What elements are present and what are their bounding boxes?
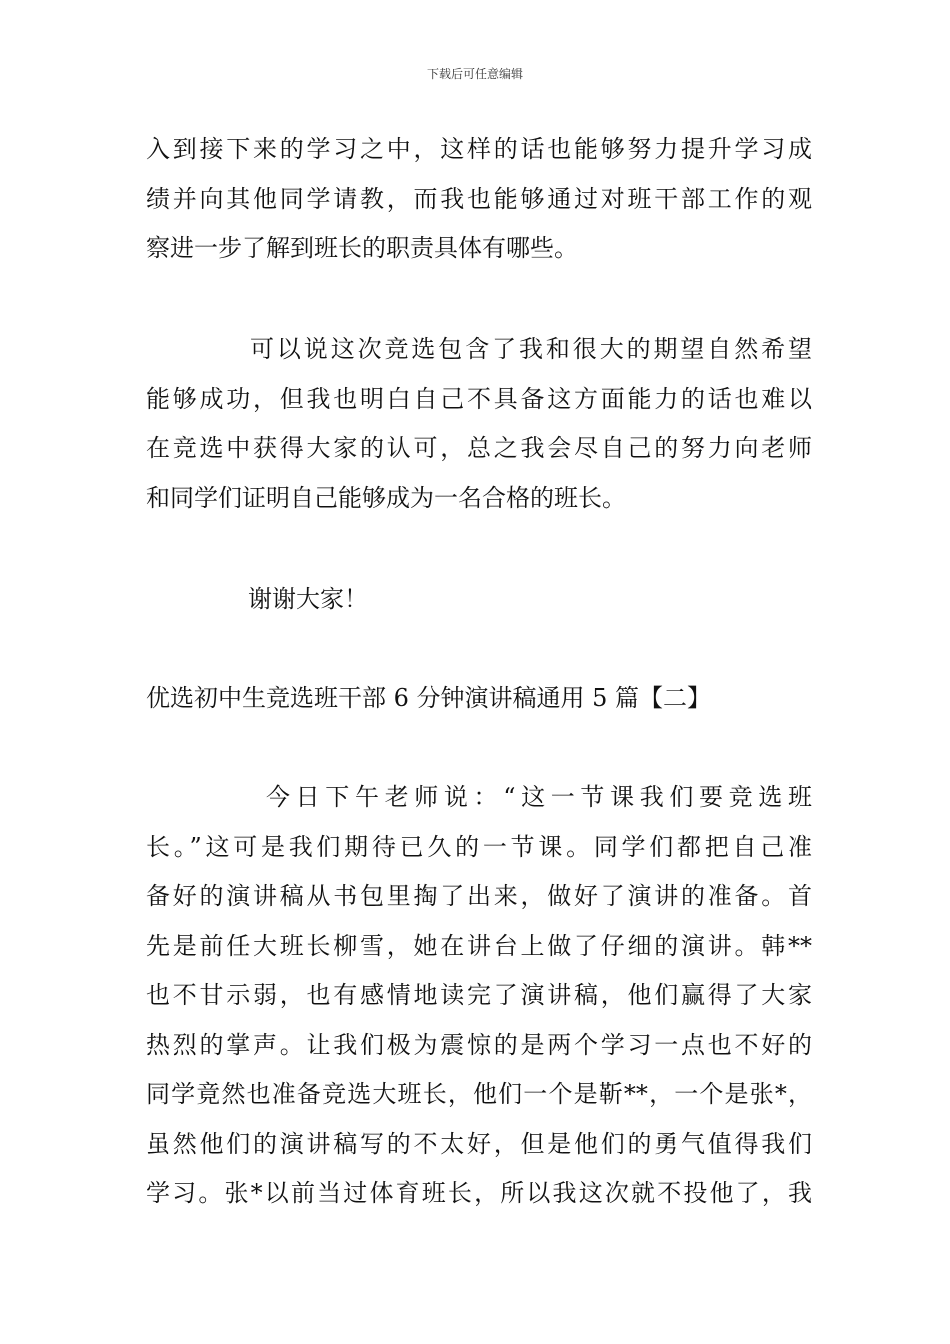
text-line: 学习。张*以前当过体育班长，所以我这次就不投他了，我	[146, 1179, 812, 1207]
text-line: 能够成功，但我也明白自己不具备这方面能力的话也难以	[146, 384, 812, 413]
text-line: 在竞选中获得大家的认可，总之我会尽自己的努力向老师	[146, 434, 812, 462]
text-line: 谢谢大家！	[248, 585, 368, 613]
page-header: 下载后可任意编辑	[426, 67, 523, 81]
paragraph-3	[146, 773, 812, 1219]
text-line: 热烈的掌声。让我们极为震惊的是两个学习一点也不好的	[146, 1030, 812, 1059]
paragraph-1	[146, 125, 812, 274]
text-line: 今日下午老师说：“这一节课我们要竞选班	[266, 783, 812, 811]
text-line: 绩并向其他同学请教，而我也能够通过对班干部工作的观	[146, 184, 812, 213]
closing-thanks	[146, 575, 812, 625]
text-line: 备好的演讲稿从书包里掏了出来，做好了演讲的准备。首	[146, 882, 812, 910]
paragraph-2	[146, 325, 812, 523]
heading-text: 优选初中生竞选班干部 6 分钟演讲稿通用 5 篇【二】	[146, 684, 712, 712]
text-line: 察进一步了解到班长的职责具体有哪些。	[146, 234, 578, 262]
text-line: 先是前任大班长柳雪，她在讲台上做了仔细的演讲。韩**	[146, 931, 812, 960]
text-line: 虽然他们的演讲稿写的不太好，但是他们的勇气值得我们	[146, 1129, 812, 1158]
text-line: 可以说这次竞选包含了我和很大的期望自然希望	[250, 335, 812, 363]
section-heading	[146, 674, 812, 724]
text-line: 入到接下来的学习之中，这样的话也能够努力提升学习成	[146, 135, 812, 163]
text-line: 和同学们证明自己能够成为一名合格的班长。	[146, 483, 626, 512]
text-line: 也不甘示弱，也有感情地读完了演讲稿，他们赢得了大家	[146, 981, 812, 1009]
text-line: 同学竟然也准备竞选大班长，他们一个是靳**，一个是张*，	[146, 1080, 812, 1108]
text-line: 长。”这可是我们期待已久的一节课。同学们都把自己准	[146, 832, 812, 861]
